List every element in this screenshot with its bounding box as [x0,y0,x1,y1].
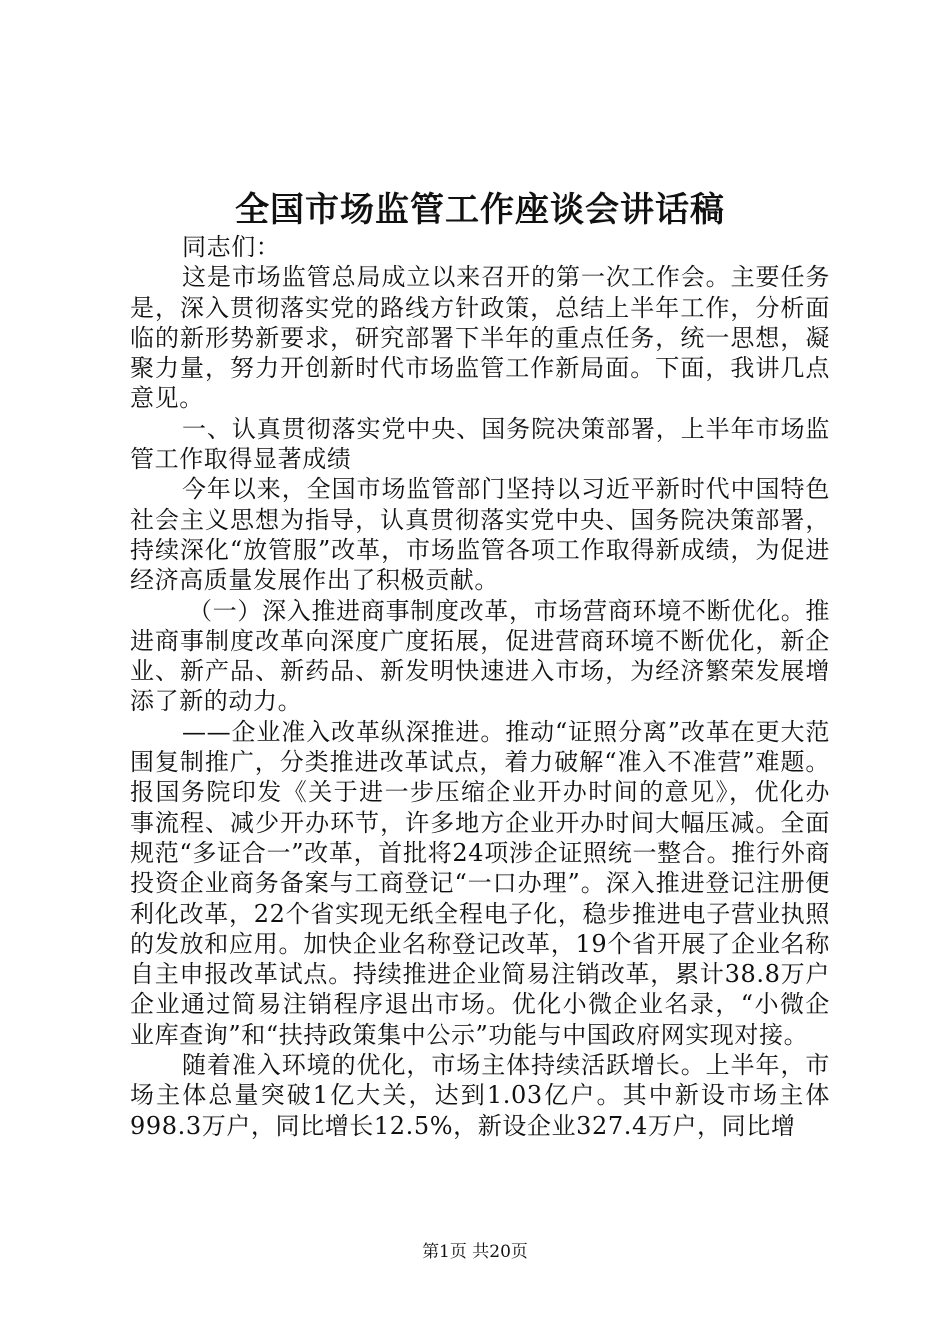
paragraph-intro: 这是市场监管总局成立以来召开的第一次工作会。主要任务是，深入贯彻落实党的路线方针政策，总结上半年工作，分析面临的新形势新要求，研究部署下半年的重点任务，统一思想，凝聚力量，努力开创新时代市场监管工作新局面。下面，我讲几点意见。 [130,263,830,413]
paragraph-market-entities: 随着准入环境的优化，市场主体持续活跃增长。上半年，市场主体总量突破1亿大关，达到1.03亿户。其中新设市场主体998.3万户，同比增长12.5%，新设企业327.4万户，同比增 [130,1051,830,1140]
document-title: 全国市场监管工作座谈会讲话稿 [235,190,725,230]
salutation: 同志们： [182,233,281,261]
section-heading-1: 一、认真贯彻落实党中央、国务院决策部署，上半年市场监管工作取得显著成绩 [130,414,830,474]
paragraph-enterprise-access: ——企业准入改革纵深推进。推动“证照分离”改革在更大范围复制推广，分类推进改革试点，着力破解“准入不准营”难题。报国务院印发《关于进一步压缩企业开办时间的意见》，优化办事流程、减少开办环节，许多地方企业开办时间大幅压减。全面规范“多证合一”改革，首批将24项涉企证照统一整合。推行外商投资企业商务备案与工商登记“一口办理”。深入推进登记注册便利化改革，22个省实现无纸全程电子化，稳步推进电子营业执照的发放和应用。加快企业名称登记改革，19个省开展了企业名称自主申报改革试点。持续推进企业简易注销改革，累计38.8万户企业通过简易注销程序退出市场。优化小微企业名录，“小微企业库查询”和“扶持政策集中公示”功能与中国政府网实现对接。 [130,717,830,1049]
document-body [130,232,830,1141]
page-number: 第1页 共20页 [422,1242,528,1262]
paragraph-overview: 今年以来，全国市场监管部门坚持以习近平新时代中国特色社会主义思想为指导，认真贯彻落实党中央、国务院决策部署，持续深化“放管服”改革，市场监管各项工作取得新成绩，为促进经济高质量发展作出了积极贡献。 [130,475,830,595]
subsection-heading-1: （一）深入推进商事制度改革，市场营商环境不断优化。推进商事制度改革向深度广度拓展，促进营商环境不断优化，新企业、新产品、新药品、新发明快速进入市场，为经济繁荣发展增添了新的动力。 [130,596,830,716]
